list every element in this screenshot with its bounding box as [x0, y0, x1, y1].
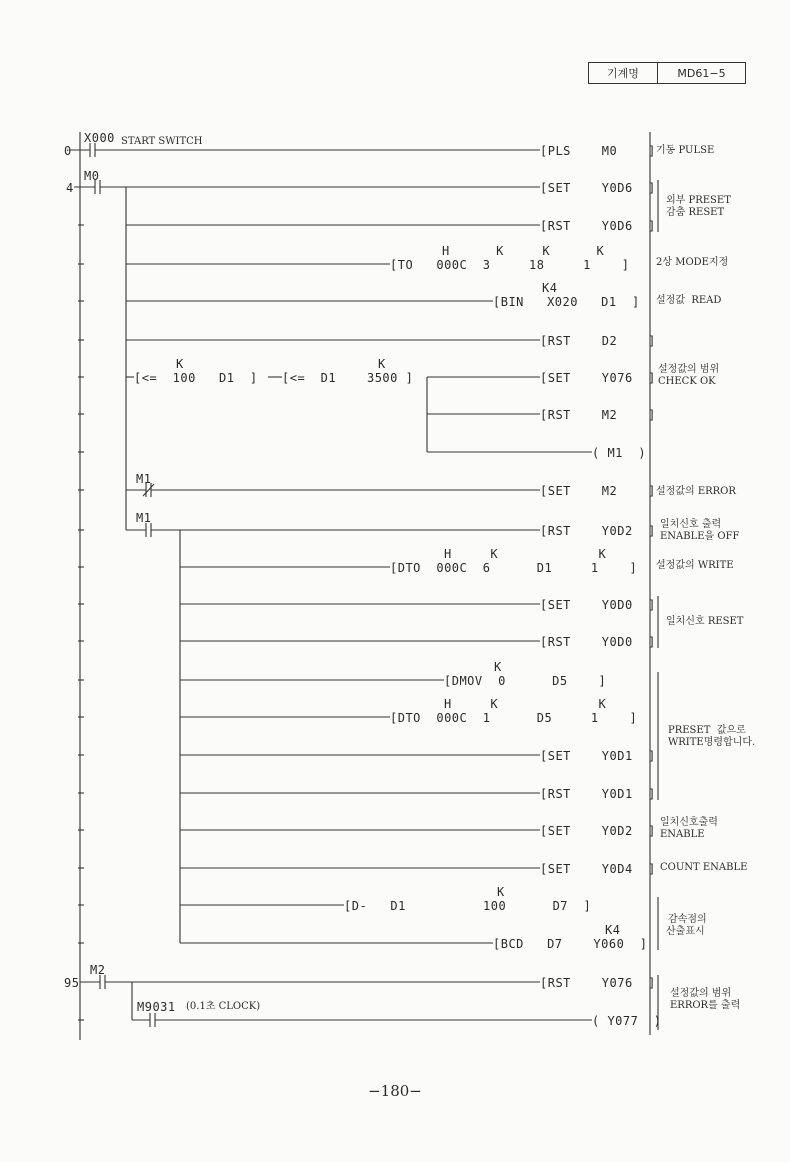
- instruction-block: [RST Y076 ]: [540, 976, 656, 990]
- rung-comment: 외부 PRESET: [666, 195, 731, 206]
- contact-label: X000: [84, 131, 115, 145]
- instruction-block: [SET Y0D1 ]: [540, 749, 656, 763]
- output-coil: ( Y077 ): [592, 1014, 662, 1028]
- instruction-block: [RST Y0D0 ]: [540, 635, 656, 649]
- instruction-block: [SET Y076 ]: [540, 371, 656, 385]
- contact-comment: (0.1초 CLOCK): [186, 1001, 261, 1012]
- instruction-constant-prefix: K: [378, 357, 386, 371]
- step-number: 4: [66, 181, 74, 195]
- rung-comment: PRESET 값으로: [668, 725, 746, 736]
- rung-comment: 설정값의 범위: [670, 988, 732, 999]
- instruction-constant-prefix: H K K K: [442, 244, 605, 258]
- instruction-block: [TO 000C 3 18 1 ]: [390, 258, 630, 272]
- rung-comment: 설정값의 범위: [658, 364, 720, 375]
- instruction-constant-prefix: K: [494, 660, 502, 674]
- instruction-block: [DTO 000C 1 D5 1 ]: [390, 711, 638, 725]
- instruction-block: [BIN X020 D1 ]: [493, 295, 640, 309]
- step-number: 0: [64, 144, 72, 158]
- instruction-block: [SET Y0D6 ]: [540, 181, 656, 195]
- instruction-block: [RST Y0D1 ]: [540, 787, 656, 801]
- compare-block: [<= 100 D1 ]: [134, 371, 258, 385]
- instruction-block: [RST Y0D6 ]: [540, 219, 656, 233]
- instruction-constant-prefix: K: [176, 357, 184, 371]
- machine-name-label: 기계명: [589, 63, 658, 83]
- page-number: −180−: [368, 1082, 422, 1100]
- contact-label: M0: [84, 169, 100, 183]
- contact-label: M1: [136, 511, 152, 525]
- contact-label: M1: [136, 472, 152, 486]
- instruction-block: [SET M2 ]: [540, 484, 656, 498]
- rung-comment: 설정값 READ: [656, 295, 722, 306]
- rung-comment: 감속점의: [668, 914, 707, 925]
- machine-name-value: MD61−5: [677, 66, 726, 80]
- instruction-constant-prefix: H K K: [444, 697, 607, 711]
- instruction-block: [D- D1 100 D7 ]: [344, 899, 592, 913]
- instruction-block: [BCD D7 Y060 ]: [493, 937, 648, 951]
- rung-comment: ERROR를 출력: [670, 1000, 741, 1011]
- instruction-constant-prefix: K4: [542, 281, 558, 295]
- rung-comment: ENABLE: [660, 829, 705, 840]
- rung-comment: 일치신호출력: [660, 817, 718, 828]
- compare-block: [<= D1 3500 ]: [282, 371, 414, 385]
- rung-comment: COUNT ENABLE: [660, 862, 748, 873]
- instruction-block: [DMOV 0 D5 ]: [444, 674, 607, 688]
- rung-comment: 설정값의 ERROR: [656, 486, 736, 497]
- instruction-block: [SET Y0D2 ]: [540, 824, 656, 838]
- rung-comment: 일치신호 출력: [660, 519, 722, 530]
- rung-comment: ENABLE을 OFF: [660, 531, 740, 542]
- step-number: 95: [64, 976, 80, 990]
- rung-comment: 설정값의 WRITE: [656, 560, 734, 571]
- instruction-constant-prefix: K: [497, 885, 505, 899]
- contact-label: M2: [90, 963, 106, 977]
- rung-comment: CHECK OK: [658, 376, 716, 387]
- rung-comment: 일치신호 RESET: [666, 616, 744, 627]
- rung-comment: 2상 MODE지정: [656, 257, 729, 268]
- instruction-block: [RST Y0D2 ]: [540, 524, 656, 538]
- rung-comment: 감춤 RESET: [666, 207, 725, 218]
- rung-comment: 기동 PULSE: [656, 145, 715, 156]
- instruction-block: [RST D2 ]: [540, 334, 656, 348]
- instruction-block: [DTO 000C 6 D1 1 ]: [390, 561, 638, 575]
- instruction-constant-prefix: H K K: [444, 547, 607, 561]
- instruction-block: [RST M2 ]: [540, 408, 656, 422]
- contact-label: M9031: [137, 1000, 176, 1014]
- instruction-constant-prefix: K4: [605, 923, 621, 937]
- rung-comment: WRITE명령합니다.: [668, 737, 756, 748]
- output-coil: ( M1 ): [592, 446, 647, 460]
- contact-comment: START SWITCH: [121, 136, 203, 147]
- instruction-block: [SET Y0D4 ]: [540, 862, 656, 876]
- instruction-block: [SET Y0D0 ]: [540, 598, 656, 612]
- rung-comment: 산출표시: [666, 926, 705, 937]
- instruction-block: [PLS M0 ]: [540, 144, 656, 158]
